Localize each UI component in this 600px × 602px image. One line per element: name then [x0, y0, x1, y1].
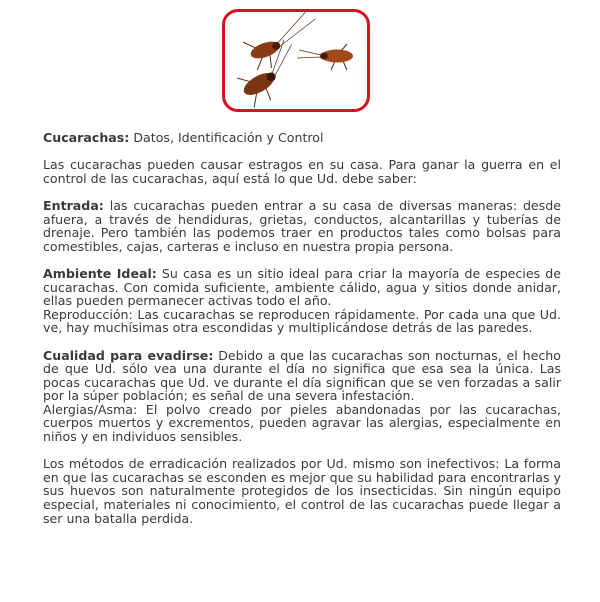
title-bold: Cucarachas:: [43, 130, 130, 145]
article-body: [43, 131, 561, 525]
entrada-paragraph: [43, 199, 561, 253]
right-cockroach: [297, 44, 353, 70]
cockroach-image-frame: [222, 9, 370, 112]
page-title: [43, 131, 561, 145]
reproduccion-paragraph: Reproducción: Las cucarachas se reproducen rápidamente. Por cada una que Ud. ve, hay muchísimas otra escondidas y multiplicándose detrás de las paredes.: [43, 306, 561, 336]
entrada-text: las cucarachas pueden entrar a su casa de diversas maneras: desde afuera, a través de hendiduras, grietas, conductos, alcantarillas y tuberías de drenaje. Pero también las podemos traer en productos tales como bolsas para comestibles, cajas, carteras e incluso en nuestra propia persona.: [43, 197, 561, 254]
intro-paragraph: Las cucarachas pueden causar estragos en su casa. Para ganar la guerra en el control de las cucarachas, aquí está lo que Ud. debe saber:: [43, 157, 561, 186]
cualidad-text: Debido a que las cucarachas son nocturnas, el hecho de que Ud. sólo vea una durante el día no significa que esa sea la única. Las pocas cucarachas que Ud. ve durante el día significan que se ven forzadas a salir por la súper población; es señal de una severa infestación.: [43, 347, 561, 404]
ambiente-text: Su casa es un sitio ideal para criar la mayoría de especies de cucarachas. Con comida suficiente, ambiente cálido, agua y sitios donde anidar, ellas pueden permanecer activas todo el año.: [43, 265, 561, 309]
cualidad-label: Cualidad para evadirse:: [43, 347, 214, 363]
ambiente-label: Ambiente Ideal:: [43, 265, 157, 281]
metodos-paragraph: Los métodos de erradicación realizados por Ud. mismo son inefectivos: La forma en que las cucarachas se esconden es mejor que su habilidad para encontrarlas y sus huevos son naturalmente protegidos de los insecticidas. Sin ningún equipo especial, materiales ni conocimiento, el control de las cucarachas puede llegar a ser una batalla perdida.: [43, 456, 561, 526]
cockroach-photo-icon: [225, 12, 367, 109]
entrada-label: Entrada:: [43, 197, 104, 213]
ambiente-paragraph: [43, 267, 561, 308]
alergias-paragraph: Alergias/Asma: El polvo creado por pieles abandonadas por las cucarachas, cuerpos muertos y excrementos, pueden agravar las alergias, especialmente en niños y en individuos sensibles.: [43, 401, 561, 445]
cualidad-paragraph: [43, 349, 561, 403]
title-rest: Datos, Identificación y Control: [129, 130, 324, 145]
